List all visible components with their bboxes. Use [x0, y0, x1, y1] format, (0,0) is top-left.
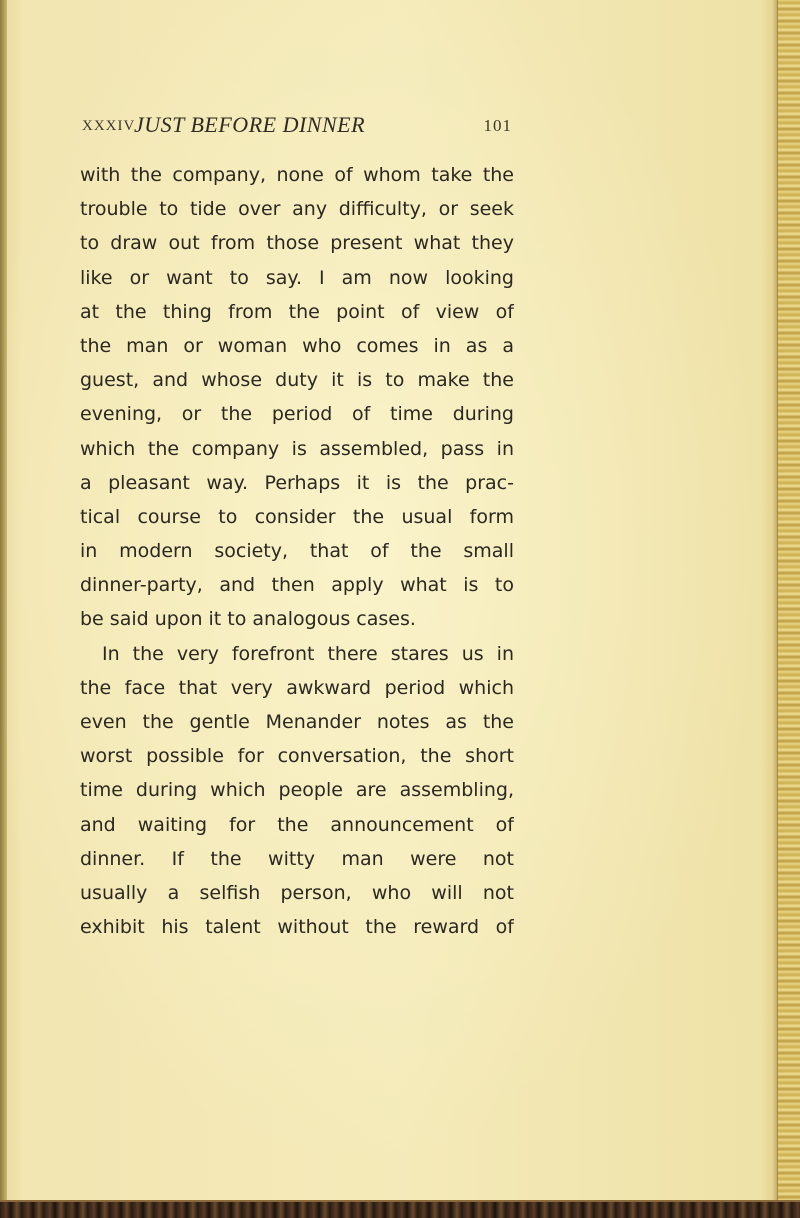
text-line: and waiting for the announcement of — [80, 813, 514, 836]
paragraph-first-line: In the very forefront there stares us in — [102, 642, 514, 665]
chapter-number: XXXIV — [82, 118, 136, 134]
page-gutter-edge — [0, 0, 7, 1218]
body-text — [80, 158, 514, 944]
text-line: tical course to consider the usual form — [80, 505, 514, 528]
text-line: worst possible for conversation, the short — [80, 745, 514, 768]
paragraph-end-line: be said upon it to analogous cases. — [80, 608, 416, 631]
text-line: at the thing from the point of view of — [80, 300, 514, 323]
text-line: time during which people are assembling, — [80, 779, 514, 802]
text-line: the man or woman who comes in as a — [80, 334, 514, 357]
text-line: with the company, none of whom take the — [80, 164, 514, 186]
running-head — [82, 112, 512, 142]
text-line: exhibit his talent without the reward of — [80, 916, 514, 939]
text-line: to draw out from those present what they — [80, 232, 514, 255]
text-line: trouble to tide over any difficulty, or seek — [80, 198, 514, 221]
page-number: 101 — [483, 116, 512, 135]
text-line: guest, and whose duty it is to make the — [80, 369, 514, 392]
page-fore-edge — [777, 0, 800, 1218]
text-line: dinner-party, and then apply what is to — [80, 574, 514, 597]
text-line: usually a selfish person, who will not — [80, 881, 514, 904]
book-cover-bottom-edge — [0, 1200, 800, 1218]
text-line: a pleasant way. Perhaps it is the prac- — [80, 471, 514, 494]
text-line: which the company is assembled, pass in — [80, 437, 514, 460]
text-line: in modern society, that of the small — [80, 540, 514, 563]
text-line: even the gentle Menander notes as the — [80, 711, 514, 733]
text-line: like or want to say. I am now looking — [80, 266, 514, 289]
text-line: the face that very awkward period which — [80, 676, 514, 699]
text-line: evening, or the period of time during — [80, 403, 514, 426]
chapter-title: JUST BEFORE DINNER — [134, 112, 366, 137]
text-line: dinner. If the witty man were not — [80, 847, 514, 870]
